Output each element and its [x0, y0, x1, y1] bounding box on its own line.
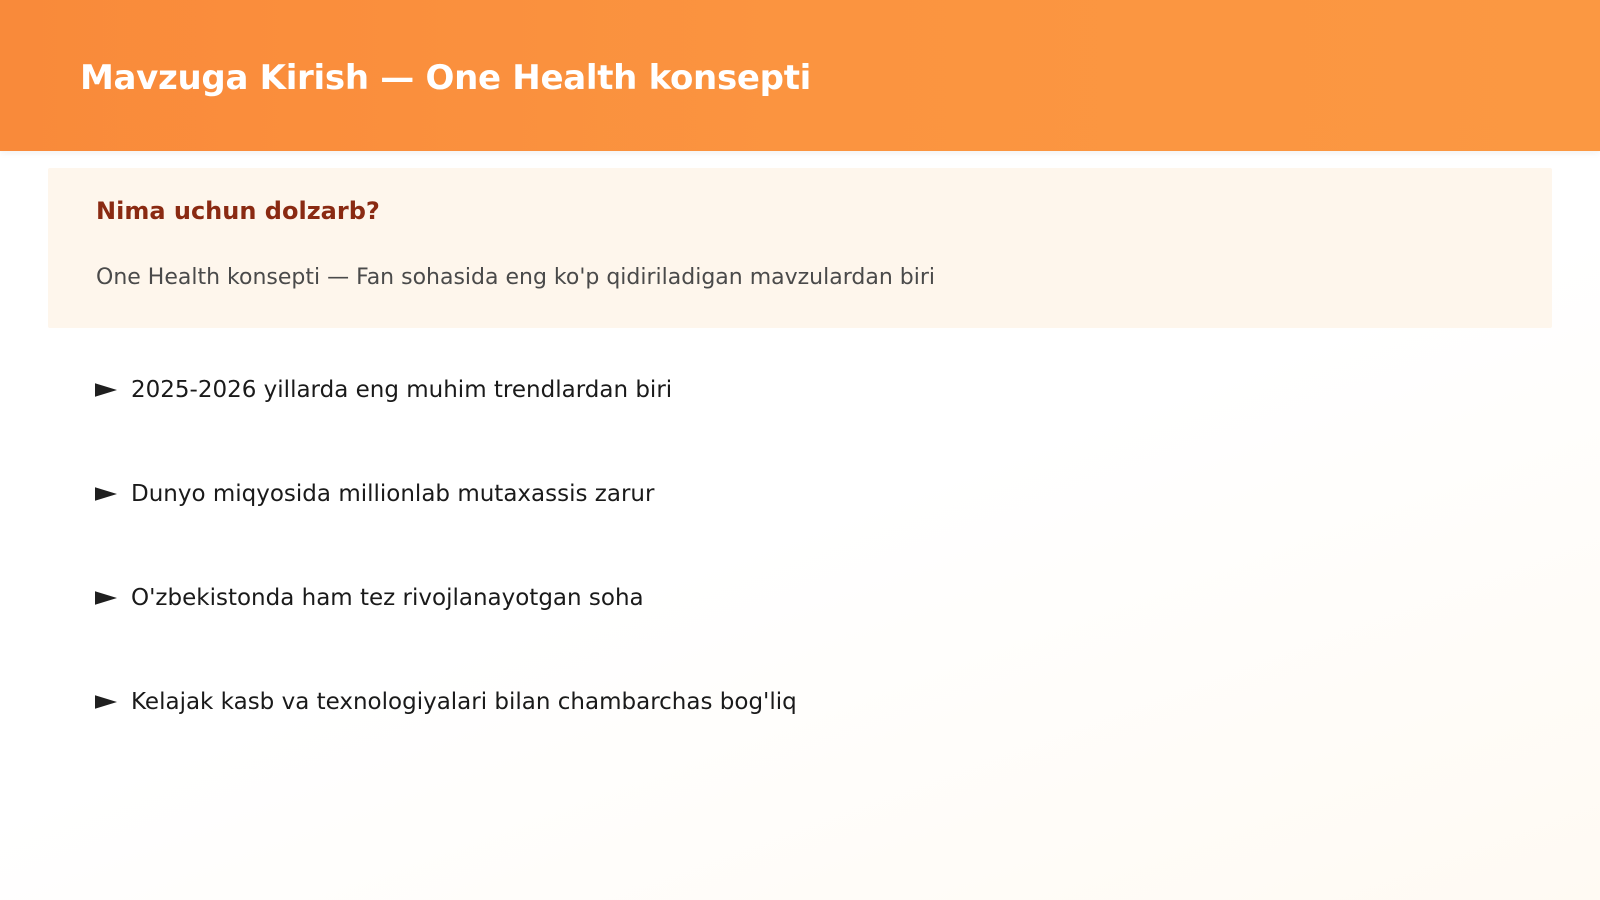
arrow-right-icon — [95, 695, 117, 709]
bullet-text: Dunyo miqyosida millionlab mutaxassis zarur — [131, 481, 655, 507]
bullet-list — [95, 370, 797, 786]
bullet-item — [95, 474, 797, 514]
bullet-item — [95, 682, 797, 722]
arrow-right-icon — [95, 591, 117, 605]
callout-heading: Nima uchun dolzarb? — [96, 197, 380, 225]
slide-header — [0, 0, 1600, 151]
bullet-text: O'zbekistonda ham tez rivojlanayotgan soha — [131, 585, 644, 611]
callout-box — [48, 168, 1552, 328]
bullet-item — [95, 370, 797, 410]
bullet-text: 2025-2026 yillarda eng muhim trendlardan biri — [131, 377, 673, 403]
bullet-item — [95, 578, 797, 618]
arrow-right-icon — [95, 487, 117, 501]
callout-text: One Health konsepti — Fan sohasida eng ko'p qidiriladigan mavzulardan biri — [96, 265, 935, 290]
slide-title: Mavzuga Kirish — One Health konsepti — [80, 58, 812, 98]
bullet-text: Kelajak kasb va texnologiyalari bilan chambarchas bog'liq — [131, 689, 797, 715]
arrow-right-icon — [95, 383, 117, 397]
